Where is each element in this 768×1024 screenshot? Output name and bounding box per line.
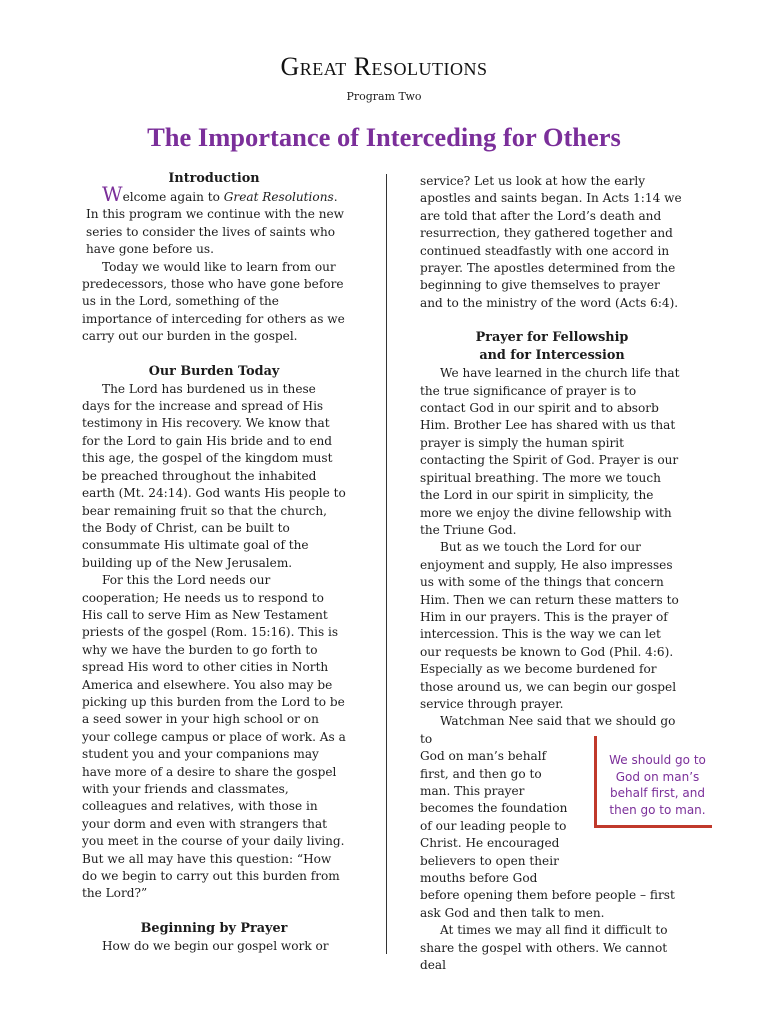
intro-text-b: . In this program we continue with the new series to consider the lives of saints who have gone before us. bbox=[86, 190, 344, 257]
continuation-paragraph: service? Let us look at how the early apostles and saints began. In Acts 1:14 we are told that after the Lord’s death and resurrection, they gathered together and continued steadfastly with one accord in prayer. The apostles determined from the beginning to give themselves to prayer and to the ministry of the word (Acts 6:4). bbox=[420, 174, 682, 310]
beginning-paragraph-1: How do we begin our gospel work or bbox=[102, 938, 329, 953]
fellowship-paragraph-2: But as we touch the Lord for our enjoyment and supply, He also impresses us with some of the things that concern Him. Then we can return these matters to Him in our prayers. This is the prayer of intercession. This is the way we can let our requests be known to God (Phil. 4:6). Especially as we become burdened for those around us, we can begin our gospel service through prayer. bbox=[420, 540, 679, 711]
nee-line-7: Christ. He encouraged bbox=[420, 836, 560, 851]
intro-paragraph-1 bbox=[82, 182, 346, 259]
right-column bbox=[420, 173, 684, 974]
nee-line-6: of our leading people to bbox=[420, 818, 567, 833]
introduction-heading: Introduction bbox=[168, 171, 260, 186]
burden-paragraph-2: For this the Lord needs our cooperation; He needs us to respond to His call to serve Him as New Testament priests of the gospel (Rom. 15:16). This is why we have the burden to go forth to spread His word to other cities in North America and elsewhere. You also may be picking up this burden from the Lord to be a seed sower in your high school or on your college campus or place of work. As a student you and your companions may have more of a desire to share the gospel with your friends and classmates, colleagues and relatives, with those in your dorm and even with strangers that you meet in the course of your daily living. But we all may have this question: “How do we begin to carry out this burden from the Lord?” bbox=[82, 573, 346, 901]
series-title: Great Resolutions bbox=[280, 52, 488, 81]
nee-rest: before opening them before people – first ask God and then talk to men. bbox=[420, 888, 675, 920]
nee-line-2: God on man’s behalf bbox=[420, 749, 547, 764]
nee-line-9: mouths before God bbox=[420, 871, 538, 886]
intro-text-a: elcome again to bbox=[122, 190, 224, 204]
intro-series-name: Great Resolutions bbox=[223, 190, 334, 204]
nee-line-1: Watchman Nee said that we should go to bbox=[420, 714, 676, 746]
burden-heading: Our Burden Today bbox=[148, 363, 280, 379]
left-column bbox=[82, 170, 346, 955]
last-paragraph: At times we may all find it difficult to share the gospel with others. We cannot deal bbox=[420, 923, 668, 973]
nee-line-4: man. This prayer bbox=[420, 784, 525, 798]
burden-paragraph-1: The Lord has burdened us in these days for the increase and spread of His testimony in His recovery. We know that for the Lord to gain His bride and to end this age, the gospel of the kingdom must be preached throughout the inhabited earth (Mt. 24:14). God wants His people to bear remaining fruit so that the church, the Body of Christ, can be built to consummate His ultimate goal of the building up of the New Jerusalem. bbox=[82, 381, 346, 570]
nee-line-5: becomes the foundation bbox=[420, 801, 568, 816]
pull-quote: We should go to God on man’s behalf first, and then go to man. bbox=[594, 736, 712, 828]
drop-cap: W bbox=[102, 182, 123, 206]
nee-line-8: believers to open their bbox=[420, 853, 559, 868]
fellowship-heading-line-2: and for Intercession bbox=[479, 348, 625, 364]
fellowship-heading-line-1: Prayer for Fellowship bbox=[475, 330, 629, 346]
beginning-heading: Beginning by Prayer bbox=[140, 920, 288, 936]
nee-line-3: first, and then go to bbox=[420, 766, 542, 781]
column-divider bbox=[386, 174, 387, 954]
program-label: Program Two bbox=[346, 90, 422, 103]
page-title: The Importance of Interceding for Others bbox=[147, 122, 621, 152]
intro-paragraph-2: Today we would like to learn from our predecessors, those who have gone before us in the Lord, something of the importance of interceding for others as we carry out our burden in the gospel. bbox=[82, 259, 345, 344]
fellowship-paragraph-1: We have learned in the church life that the true significance of prayer is to contact God in our spirit and to absorb Him. Brother Lee has shared with us that prayer is simply the human spirit contacting the Spirit of God. Prayer is our spiritual breathing. The more we touch the Lord in our spirit in simplicity, the more we enjoy the divine fellowship with the Triune God. bbox=[420, 366, 680, 537]
